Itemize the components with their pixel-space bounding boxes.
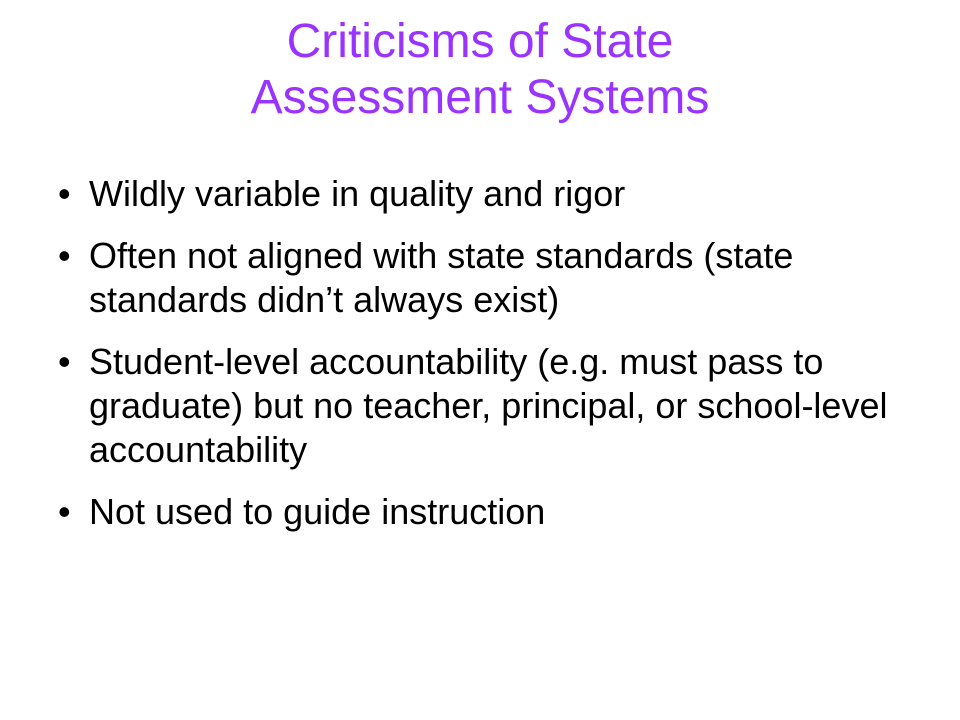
bullet-item bbox=[58, 490, 938, 534]
bullet-icon: • bbox=[58, 491, 71, 532]
bullet-text: Often not aligned with state standards (state standards didn’t always exist) bbox=[89, 235, 794, 320]
slide-title-line-2: Assessment Systems bbox=[250, 71, 710, 124]
bullet-item bbox=[58, 172, 938, 216]
bullet-icon: • bbox=[58, 341, 71, 382]
slide-title-line-1: Criticisms of State bbox=[286, 15, 674, 68]
slide-title bbox=[0, 14, 960, 126]
bullet-item bbox=[58, 234, 938, 322]
bullet-list bbox=[58, 172, 938, 552]
bullet-icon: • bbox=[58, 173, 71, 214]
bullet-text: Wildly variable in quality and rigor bbox=[89, 173, 626, 214]
bullet-text: Student-level accountability (e.g. must pass to graduate) but no teacher, principal, or school-level accountability bbox=[89, 341, 888, 470]
bullet-item bbox=[58, 340, 938, 472]
bullet-icon: • bbox=[58, 235, 71, 276]
bullet-text: Not used to guide instruction bbox=[89, 491, 546, 532]
